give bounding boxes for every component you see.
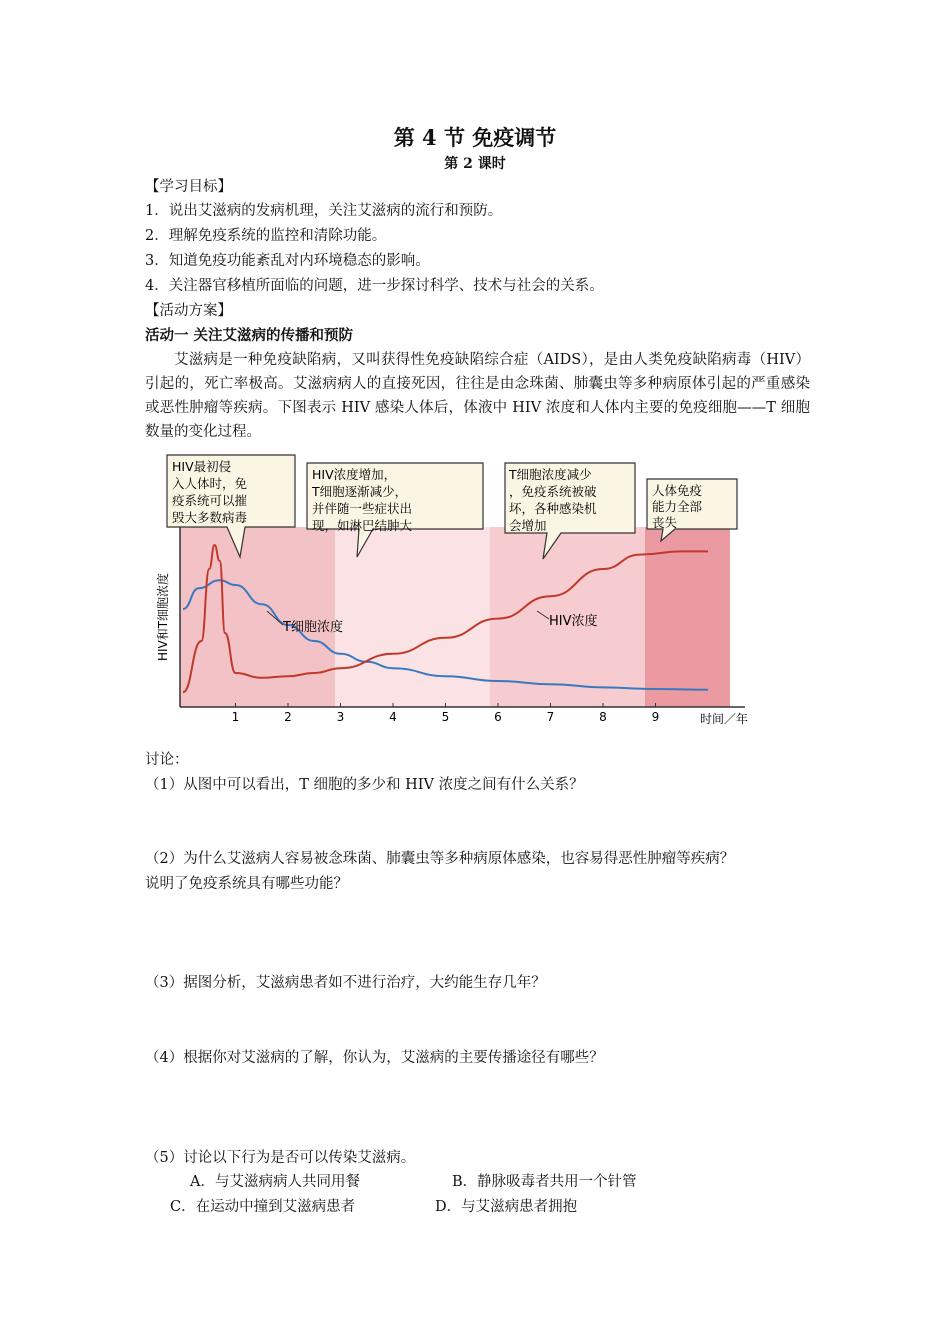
intro-paragraph: 艾滋病是一种免疫缺陷病，又叫获得性免疫缺陷综合症（AIDS），是由人类免疫缺陷病毒（HIV）引起的，死亡率极高。艾滋病病人的直接死因，往往是由念珠菌、肺囊虫等多种病原体引起的严重感染或恶性肿瘤等疾病。下图表示 HIV 感染人体后，体液中 HIV 浓度和人体内主要的免疫细胞——T 细胞数量的变化过程。: [145, 352, 810, 440]
stage-band-1: [180, 527, 335, 707]
y-axis-label: HIV和T细胞浓度: [156, 572, 170, 662]
objectives-heading: 【学习目标】: [145, 179, 232, 195]
x-tick-label: 3: [336, 710, 345, 724]
x-tick-label: 4: [389, 710, 397, 724]
hiv-series-label: HIV浓度: [549, 614, 598, 629]
question-3: （3）据图分析，艾滋病患者如不进行治疗，大约能生存几年？: [145, 975, 546, 991]
x-tick-label: 8: [599, 710, 607, 724]
option-c: C．在运动中撞到艾滋病患者: [170, 1199, 356, 1215]
x-tick-label: 5: [441, 710, 450, 724]
x-tick-label: 6: [494, 710, 502, 724]
page-title: 第 4 节 免疫调节: [393, 125, 557, 150]
callout-2-text: HIV浓度增加， T细胞逐渐减少，并伴随一些症状出现，如淋巴结肿大: [312, 467, 413, 533]
x-tick-label: 1: [231, 710, 240, 724]
question-2-line-1: （2）为什么艾滋病人容易被念珠菌、肺囊虫等多种病原体感染，也容易得恶性肿瘤等疾病？: [145, 851, 735, 867]
x-axis-label: 时间／年: [700, 712, 749, 726]
x-tick-label: 9: [651, 710, 660, 724]
objective-item: 4．关注器官移植所面临的问题，进一步探讨科学、技术与社会的关系。: [145, 278, 604, 294]
question-5: （5）讨论以下行为是否可以传染艾滋病。: [145, 1150, 416, 1166]
objective-item: 1．说出艾滋病的发病机理，关注艾滋病的流行和预防。: [145, 203, 503, 219]
tcell-series-label: T细胞浓度: [283, 620, 343, 635]
x-tick-label: 2: [284, 710, 292, 724]
option-b: B．静脉吸毒者共用一个针管: [452, 1174, 637, 1190]
callout-3-text: T细胞浓度减少，免疫系统被破坏，各种感染机会增加: [509, 467, 597, 533]
question-4: （4）根据你对艾滋病的了解，你认为，艾滋病的主要传播途径有哪些？: [145, 1050, 604, 1066]
objective-item: 3．知道免疫功能紊乱对内环境稳态的影响。: [145, 253, 430, 269]
option-d: D．与艾滋病患者拥抱: [435, 1199, 578, 1215]
x-tick-label: 7: [546, 710, 555, 724]
hiv-tcell-chart: [145, 449, 785, 735]
question-1: （1）从图中可以看出，T 细胞的多少和 HIV 浓度之间有什么关系？: [145, 777, 584, 793]
callout-1-text: HIV最初侵入人体时，免疫系统可以摧毁大多数病毒: [172, 459, 248, 525]
activity-title: 活动一 关注艾滋病的传播和预防: [145, 327, 354, 344]
discussion-heading: 讨论：: [145, 752, 189, 768]
option-a: A．与艾滋病病人共同用餐: [190, 1174, 360, 1190]
objective-item: 2．理解免疫系统的监控和清除功能。: [145, 228, 387, 244]
question-2-line-2: 说明了免疫系统具有哪些功能？: [145, 876, 348, 892]
page-subtitle: 第 2 课时: [444, 156, 506, 172]
plan-heading: 【活动方案】: [145, 303, 232, 319]
callout-4-text: 人体免疫能力全部丧失: [652, 483, 703, 530]
